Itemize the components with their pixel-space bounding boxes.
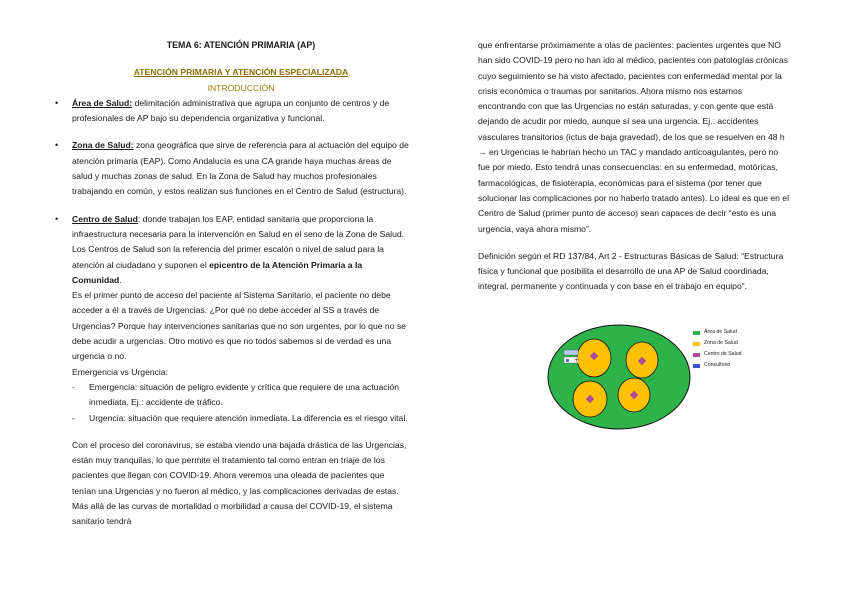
bullet-centro-salud: [72, 212, 410, 288]
legend-label: Centro de Salud: [704, 351, 742, 357]
legend-swatch: [693, 342, 700, 346]
area-text: delimitación administrativa que agrupa un conjunto de centros y de profesionales de AP bajo su dependencia organizativa y funcional.: [72, 97, 390, 124]
legend-item-centro: [693, 349, 742, 360]
consultorio-icon: [564, 350, 579, 364]
page-title: TEMA 6: ATENCIÓN PRIMARIA (AP): [166, 40, 316, 50]
legend-swatch: [693, 331, 700, 335]
area-salud-shape: [548, 325, 690, 429]
area-term: Área de Salud:: [72, 97, 133, 108]
legend-item-consultorio: [693, 360, 742, 371]
centro-text: : donde trabajan los EAP, entidad sanitaria que proporciona la infraestructura necesaria para la intervención en Salud en el seno de la Zona de Salud. Los Centros de Salud son la referencia del primer escalón o nivel de salud para la atención al ciudadano y suponen el: [72, 213, 405, 270]
centro-end: .: [119, 274, 122, 285]
left-column: [72, 38, 410, 530]
zona-text: zona geográfica que sirve de referencia para al actuación del equipo de atención primaria (EAP). Como Andalucía es una CA grande haya muchas áreas de salud y muchas zonas de salud. En la Zona de Salud hay muchos profesionales trabajando en común, y estos realizan sus funciones en el Centro de Salud (estructura).: [72, 140, 409, 197]
paragraph-definicion: Definición según el RD 137/84, Art 2 - Estructuras Básicas de Salud: “Estructura física y funcional que posibilita el desarrollo de una AP de Salud coordinada, integral, permanente y continuada y con base en el trabajo en equipo”.: [478, 250, 784, 292]
paragraph-coronavirus: Con el proceso del coronavirus, se estaba viendo una bajada drástica de las Urgencias, están muy tranquilas, lo que permite el tratamiento tal como entran en triaje de los pacientes que llegan con COVID-19. Ahora veremos una oleada de pacientes que tenían una Urgencias y no fueron al médico, y las complicaciones derivadas de estas. Más allá de las curvas de mortalidad o morbilidad a causa del COVID-19, el sistema sanitario tendrá: [72, 439, 407, 527]
dash-item-emergencia: - Emergencia: situación de peligro evidente y crítica que requiere de una actuación inmediata. Ej.: accidente de tráfico.: [72, 380, 410, 411]
zona-term: Zona de Salud:: [72, 140, 134, 151]
legend-swatch: [693, 353, 700, 357]
emergencia-heading: Emergencia vs Urgencia:: [72, 366, 169, 377]
section-subtitle: ATENCIÓN PRIMARIA Y ATENCIÓN ESPECIALIZADA: [133, 67, 349, 78]
legend-label: Zona de Salud: [704, 340, 738, 346]
centro-term: Centro de Salud: [72, 213, 138, 224]
legend-item-zona: [693, 338, 742, 349]
intro-heading: INTRODUCCIÓN: [207, 82, 275, 93]
bullet-zona-salud: [72, 138, 410, 199]
bullet-area-salud: [72, 96, 410, 127]
legend-item-area: [693, 327, 742, 338]
svg-text:+: +: [574, 357, 580, 364]
dash-item-urgencia: - Urgencia: situación que requiere atención inmediata. La diferencia es el riesgo vital.: [72, 411, 410, 426]
legend-swatch: [693, 364, 700, 368]
centro-strong: epicentro de la Atención Primaria a la Comunidad: [72, 259, 363, 285]
paragraph-olas: que enfrentarse próximamente a olas de pacientes: pacientes urgentes que NO han sido COVID-19 pero no han ido al médico, pacientes con patologías crónicas cuyo seguimiento se ha visto afectado, pacientes con enfermedad mental por la crisis económica o traumas por sanitarios. Ahora mismo nos estamos encontrando con que las Urgencias no están saturadas, y con gente que está dejando de acudir por miedo, aunque sí sea una urgencia. Ej.: accidentes vasculares transitorios (ictus de baja gravedad), de los que se resuelven en 48 h → en Urgencias le habrían hecho un TAC y mandado anticoagulantes, pero no fue por miedo. Esto tendrá unas consecuencias: en su enfermedad, motóricas, farmacológicas, de fisioterapia, económicas para el sistema (por tener que solucionar las complicaciones por no haberlo tratado antes). Lo ideal es que en el Centro de Salud (primer punto de acceso) sean capaces de decir “esto es una urgencia, vaya ahora mismo”.: [478, 40, 789, 234]
legend-label: Área de Salud: [704, 329, 737, 335]
diagram-legend: [693, 327, 742, 371]
paragraph-acceso: Es el primer punto de acceso del paciente al Sistema Sanitario, el paciente no debe acceder a él a través de Urgencias. ¿Por qué no debe acceder al SS a través de Urgencias? Porque hay intervenciones sanitarias que no son urgentes, por lo que no se debe acudir a urgencias. Otro motivo es que no todos sabemos si de verdad es una urgencia o no.: [72, 290, 406, 362]
right-column: [478, 38, 790, 295]
legend-label: Consultorio: [704, 362, 731, 368]
